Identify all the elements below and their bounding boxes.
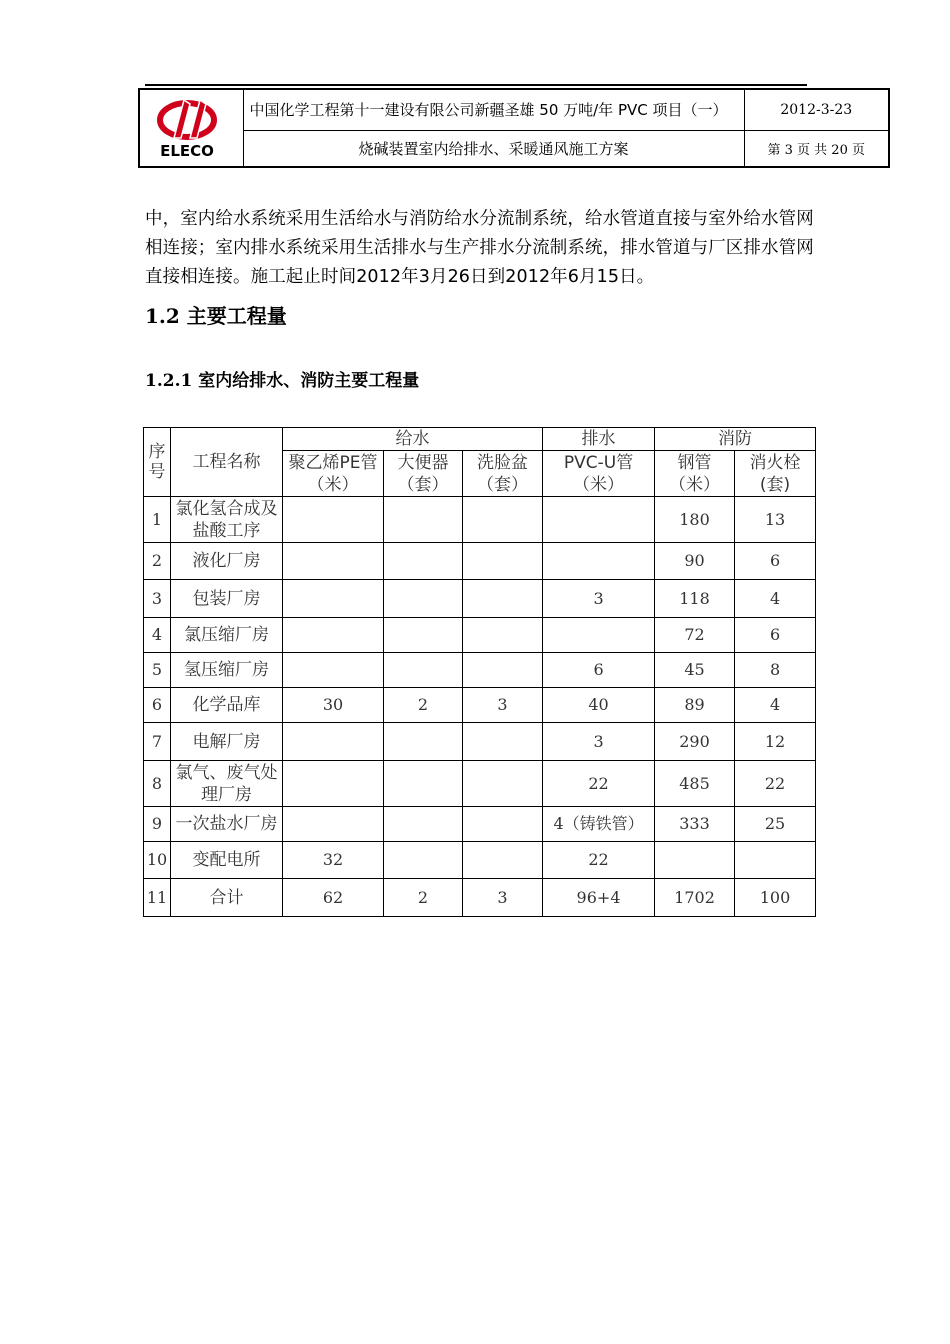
- cell-name: 电解厂房: [171, 723, 283, 761]
- cell-toilet: [384, 497, 463, 543]
- table-row: [144, 842, 816, 879]
- table-row: [144, 761, 816, 807]
- table-row: [144, 543, 816, 580]
- cell-steel: 485: [655, 761, 735, 807]
- cell-pvc: [543, 543, 655, 580]
- cell-pvc: 22: [543, 761, 655, 807]
- header-pe-pipe: 聚乙烯PE管 （米）: [283, 451, 384, 497]
- cell-name: 一次盐水厂房: [171, 807, 283, 842]
- cell-name: 包装厂房: [171, 580, 283, 618]
- cell-name: 氯压缩厂房: [171, 618, 283, 653]
- cell-toilet: [384, 723, 463, 761]
- header-basin: 洗脸盆 （套）: [463, 451, 543, 497]
- doc-date: 2012-3-23: [744, 89, 889, 131]
- cell-no: 3: [144, 580, 171, 618]
- table-row: [144, 723, 816, 761]
- cell-no: 9: [144, 807, 171, 842]
- table-row: [144, 688, 816, 723]
- table-row: [144, 580, 816, 618]
- cell-no: 11: [144, 879, 171, 917]
- document-title: 烧碱装置室内给排水、采暖通风施工方案: [243, 131, 744, 167]
- cell-name: 氢压缩厂房: [171, 653, 283, 688]
- header-group-fire: 消防: [655, 428, 816, 451]
- cell-toilet: [384, 761, 463, 807]
- cell-steel: 118: [655, 580, 735, 618]
- cell-basin: [463, 580, 543, 618]
- cell-pe: 30: [283, 688, 384, 723]
- cell-pe: [283, 618, 384, 653]
- cell-basin: [463, 723, 543, 761]
- cell-no: 1: [144, 497, 171, 543]
- cell-no: 8: [144, 761, 171, 807]
- cell-toilet: [384, 653, 463, 688]
- cell-steel: 45: [655, 653, 735, 688]
- table-row: [144, 807, 816, 842]
- subsection-heading: 1.2.1 室内给排水、消防主要工程量: [145, 371, 420, 391]
- cell-basin: [463, 618, 543, 653]
- cell-pe: [283, 653, 384, 688]
- cell-steel: 89: [655, 688, 735, 723]
- cell-toilet: [384, 580, 463, 618]
- cell-steel: 290: [655, 723, 735, 761]
- cell-toilet: [384, 807, 463, 842]
- cell-toilet: [384, 543, 463, 580]
- cell-pe: [283, 497, 384, 543]
- cell-hydrant: 12: [735, 723, 816, 761]
- cell-pvc: 4（铸铁管）: [543, 807, 655, 842]
- cell-steel: 1702: [655, 879, 735, 917]
- cell-toilet: [384, 842, 463, 879]
- cell-toilet: 2: [384, 879, 463, 917]
- cell-hydrant: 100: [735, 879, 816, 917]
- cell-steel: 90: [655, 543, 735, 580]
- company-logo: [140, 90, 244, 166]
- cell-pe: [283, 543, 384, 580]
- table-row: [144, 879, 816, 917]
- header-top-rule: [145, 84, 807, 86]
- cell-pvc: 3: [543, 723, 655, 761]
- cell-pe: [283, 723, 384, 761]
- page-number: 第 3 页 共 20 页: [744, 131, 889, 167]
- cell-hydrant: 4: [735, 688, 816, 723]
- header-toilet: 大便器 （套）: [384, 451, 463, 497]
- cell-basin: [463, 543, 543, 580]
- cell-pe: [283, 580, 384, 618]
- section-heading: 1.2 主要工程量: [145, 304, 287, 328]
- logo-cell: [139, 89, 243, 167]
- cell-basin: 3: [463, 879, 543, 917]
- logo-text: ELECO: [160, 142, 214, 158]
- cell-pvc: 40: [543, 688, 655, 723]
- cell-pvc: 22: [543, 842, 655, 879]
- header-name: 工程名称: [171, 428, 283, 497]
- cell-hydrant: 4: [735, 580, 816, 618]
- cell-pvc: 96+4: [543, 879, 655, 917]
- cell-name: 变配电所: [171, 842, 283, 879]
- cell-basin: [463, 497, 543, 543]
- cell-no: 7: [144, 723, 171, 761]
- cell-basin: 3: [463, 688, 543, 723]
- table-body: [144, 497, 816, 917]
- cell-pe: [283, 761, 384, 807]
- cell-no: 5: [144, 653, 171, 688]
- page-header: [138, 88, 890, 168]
- header-steel-pipe: 钢管 （米）: [655, 451, 735, 497]
- table-row: [144, 653, 816, 688]
- header-hydrant: 消火栓 (套): [735, 451, 816, 497]
- cell-steel: 72: [655, 618, 735, 653]
- cell-no: 10: [144, 842, 171, 879]
- cell-pe: 32: [283, 842, 384, 879]
- cell-hydrant: [735, 842, 816, 879]
- cell-hydrant: 6: [735, 618, 816, 653]
- table-row: [144, 618, 816, 653]
- cell-hydrant: 6: [735, 543, 816, 580]
- table-row: [144, 497, 816, 543]
- header-seq: 序号: [144, 428, 171, 497]
- cell-pvc: 6: [543, 653, 655, 688]
- cell-name: 合计: [171, 879, 283, 917]
- cell-hydrant: 22: [735, 761, 816, 807]
- cell-name: 化学品库: [171, 688, 283, 723]
- quantity-table: [143, 427, 816, 917]
- cell-pvc: [543, 497, 655, 543]
- cell-pvc: 3: [543, 580, 655, 618]
- cell-toilet: [384, 618, 463, 653]
- cell-steel: [655, 842, 735, 879]
- cell-pe: 62: [283, 879, 384, 917]
- logo-emblem-icon: [150, 98, 234, 158]
- cell-name: 氯化氢合成及盐酸工序: [171, 497, 283, 543]
- cell-pe: [283, 807, 384, 842]
- header-group-drain: 排水: [543, 428, 655, 451]
- cell-no: 2: [144, 543, 171, 580]
- cell-name: 液化厂房: [171, 543, 283, 580]
- header-pvc-pipe: PVC-U管 （米）: [543, 451, 655, 497]
- cell-hydrant: 8: [735, 653, 816, 688]
- cell-hydrant: 25: [735, 807, 816, 842]
- cell-basin: [463, 842, 543, 879]
- cell-no: 4: [144, 618, 171, 653]
- intro-paragraph: 中，室内给水系统采用生活给水与消防给水分流制系统，给水管道直接与室外给水管网相连接；室内排水系统采用生活排水与生产排水分流制系统，排水管道与厂区排水管网直接相连接。施工起止时间2012年3月26日到2012年6月15日。: [145, 209, 814, 287]
- cell-no: 6: [144, 688, 171, 723]
- cell-name: 氯气、废气处理厂房: [171, 761, 283, 807]
- cell-steel: 333: [655, 807, 735, 842]
- cell-toilet: 2: [384, 688, 463, 723]
- header-group-water: 给水: [283, 428, 543, 451]
- cell-basin: [463, 653, 543, 688]
- cell-basin: [463, 807, 543, 842]
- cell-steel: 180: [655, 497, 735, 543]
- cell-hydrant: 13: [735, 497, 816, 543]
- cell-pvc: [543, 618, 655, 653]
- cell-basin: [463, 761, 543, 807]
- project-title: 中国化学工程第十一建设有限公司新疆圣雄 50 万吨/年 PVC 项目（一）: [243, 89, 744, 131]
